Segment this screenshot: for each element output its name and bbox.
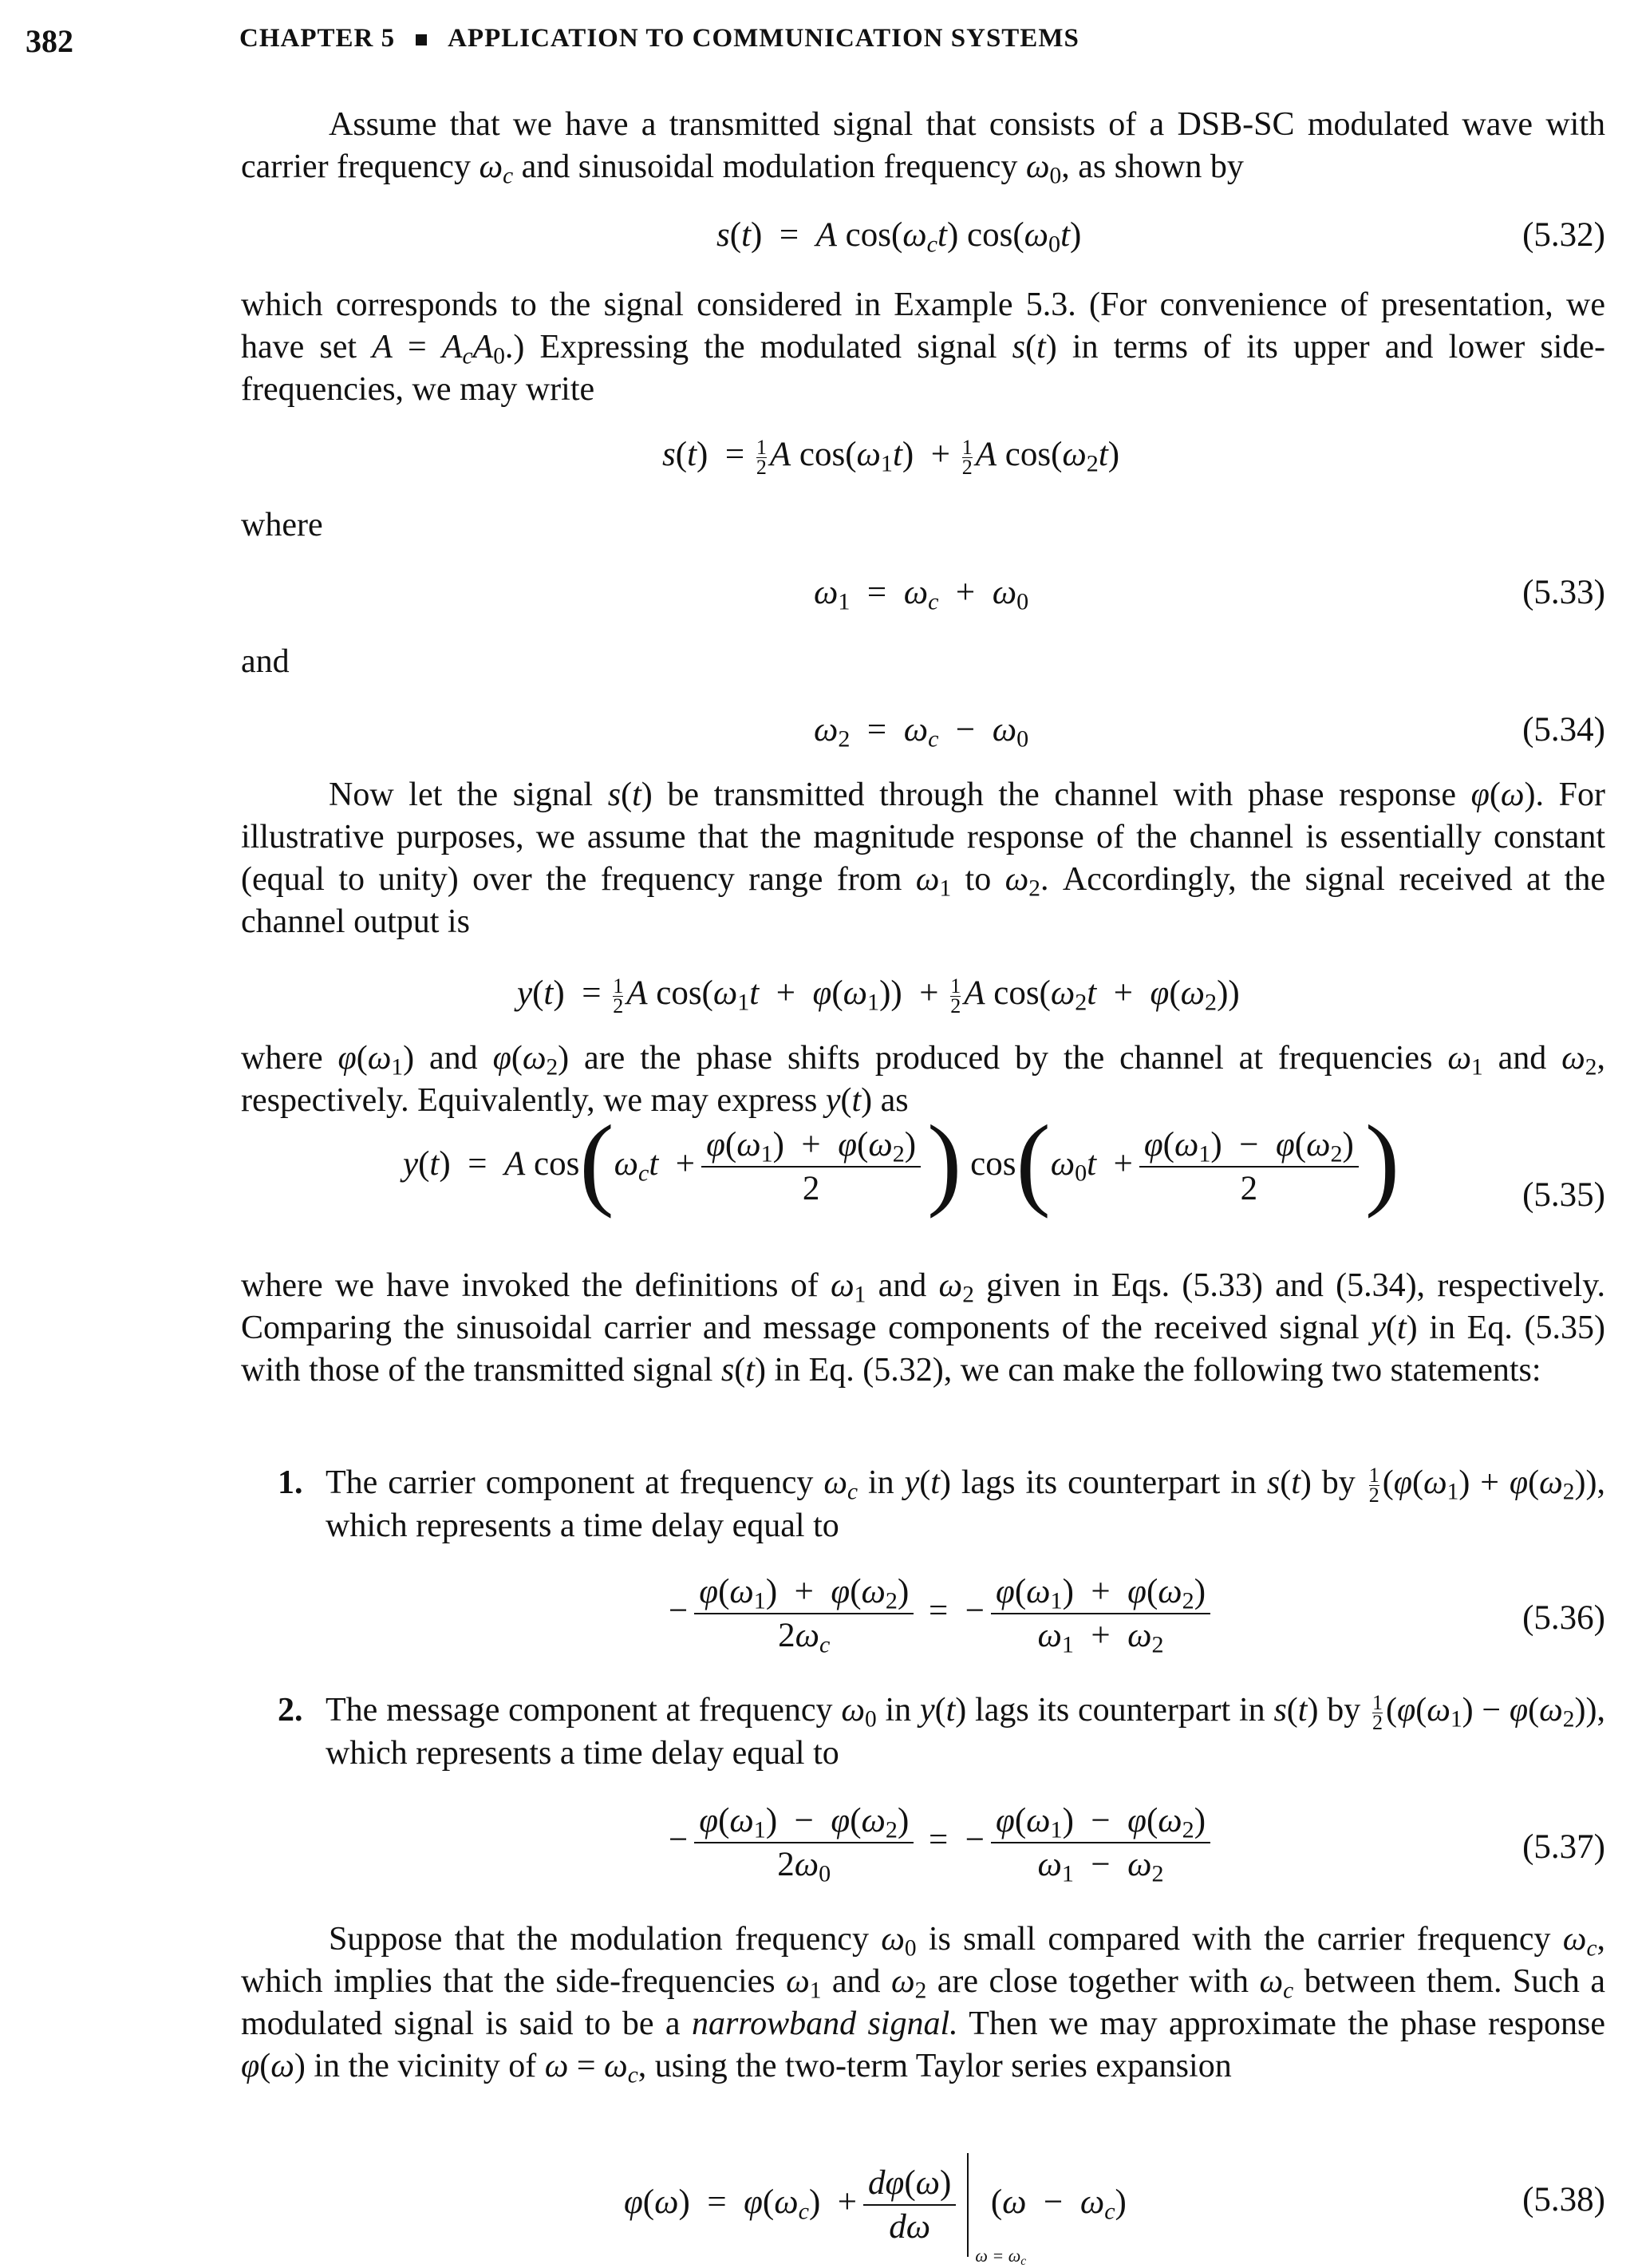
chapter-label: CHAPTER 5	[239, 24, 396, 53]
list-item	[278, 1462, 1605, 1547]
text-where: where	[241, 507, 323, 543]
equation-number: (5.38)	[1522, 2181, 1605, 2219]
list-item	[278, 1689, 1605, 1775]
equation-number: (5.32)	[1522, 216, 1605, 254]
equation-number: (5.37)	[1522, 1828, 1605, 1866]
page-number: 382	[26, 23, 73, 59]
equation-received-signal: y(t) = $\frac{1}{2}$ A $\cos(\omega_1t + \varphi(\omega_1))$ + $\frac{1}{2}$ A $\cos(\omega_2t + \varphi(\omega_2))$	[517, 974, 1240, 1017]
equation-number: (5.34)	[1522, 711, 1605, 749]
equation-5-33: $\omega_1 = \omega_c + \omega_0$	[814, 574, 1029, 615]
paragraph-1: Assume that we have a transmitted signal that consists of a DSB-SC modulated wave with carrier frequency $\omega_c$ and sinusoidal modulation frequency $\omega_0$, as shown by	[241, 106, 1605, 189]
equation-5-35: y(t) = A $\cos(\omega_ct$ + $\frac{\varphi(\omega_1) + \varphi(\omega_2)}{2}$ ) $\cos(\omega_0t$ + $\frac{\varphi(\omega_1) - \varphi(\omega_2)}{2}$ )	[403, 1104, 1400, 1219]
list-item-number: 2.	[278, 1692, 303, 1729]
equation-5-34: $\omega_2 = \omega_c - \omega_0$	[814, 711, 1029, 753]
paragraph-4: where $\varphi(\omega_1)$ and $\varphi(\omega_2)$ are the phase shifts produced by the channel at frequencies $\omega_1$ and $\omega_2$, respectively. Equivalently, we may express y(t) as	[241, 1040, 1605, 1119]
equation-5-37: − $\frac{\varphi(\omega_1) - \varphi(\omega_2)}{2\omega_0}$ = − $\frac{\varphi(\omega_1) - \varphi(\omega_2)}{\omega_1 - \omega_2}$	[669, 1801, 1217, 1884]
evaluation-bar: $\omega = \omega_c$	[967, 2153, 969, 2257]
equation-side-frequencies: s(t) = $\frac{1}{2}$ A $\cos(\omega_1t)$ + $\frac{1}{2}$ A $\cos(\omega_2t)$	[662, 435, 1120, 479]
list-item-text: The carrier component at frequency $\omega_c$ in y(t) lags its counterpart in s(t) by $\frac{1}{2}$ $(\varphi(\omega_1) + \varphi(\omega_2))$, which represents a time delay equal to	[326, 1463, 1605, 1544]
paragraph-6: Suppose that the modulation frequency $\omega_0$ is small compared with the carrier frequency $\omega_c$, which implies that the side-frequencies $\omega_1$ and $\omega_2$ are close together with $\omega_c$ between them. Such a modulated signal is said to be a narrowband signal. Then we may approximate the phase response φ(ω) in the vicinity of $\omega = \omega_c$, using the two-term Taylor series expansion	[241, 1921, 1605, 2088]
paragraph-5: where we have invoked the definitions of $\omega_1$ and $\omega_2$ given in Eqs. (5.33) and (5.34), respectively. Comparing the sinusoidal carrier and message components of the received signal y(t) in Eq. (5.35) with those of the transmitted signal s(t) in Eq. (5.32), we can make the following two statements:	[241, 1267, 1605, 1389]
paragraph-2: which corresponds to the signal considered in Example 5.3. (For convenience of presentation, we have set $A = A_cA_0$.) Expressing the modulated signal s(t) in terms of its upper and lower side-frequencies, we may write	[241, 286, 1605, 408]
list-item-number: 1.	[278, 1464, 303, 1501]
text-and: and	[241, 643, 290, 680]
list-item-text: The message component at frequency $\omega_0$ in y(t) lags its counterpart in s(t) by $\frac{1}{2}$ $(\varphi(\omega_1) - \varphi(\omega_2))$, which represents a time delay equal to	[326, 1690, 1605, 1772]
equation-5-32: s(t) = A $\cos(\omega_ct)$ $\cos(\omega_0t)$	[716, 216, 1082, 258]
paragraph-3: Now let the signal s(t) be transmitted through the channel with phase response φ(ω). For illustrative purposes, we assume that the magnitude response of the channel is essentially constant (equal to unity) over the frequency range from $\omega_1$ to $\omega_2$. Accordingly, the signal received at the channel output is	[241, 776, 1605, 940]
running-header	[239, 24, 1079, 53]
equation-number: (5.36)	[1522, 1599, 1605, 1637]
equation-number: (5.33)	[1522, 574, 1605, 611]
separator-square-icon	[416, 34, 427, 45]
equation-5-38: $\varphi(\omega) = \varphi(\omega_c)$ + $\frac{d\varphi(\omega)}{d\omega}$ $\omega = \omega_c$ $(\omega - \omega_c)$	[624, 2153, 1127, 2257]
equation-5-36: − $\frac{\varphi(\omega_1) + \varphi(\omega_2)}{2\omega_c}$ = − $\frac{\varphi(\omega_1) + \varphi(\omega_2)}{\omega_1 + \omega_2}$	[669, 1572, 1217, 1655]
equation-number: (5.35)	[1522, 1176, 1605, 1214]
chapter-title: APPLICATION TO COMMUNICATION SYSTEMS	[448, 24, 1079, 53]
